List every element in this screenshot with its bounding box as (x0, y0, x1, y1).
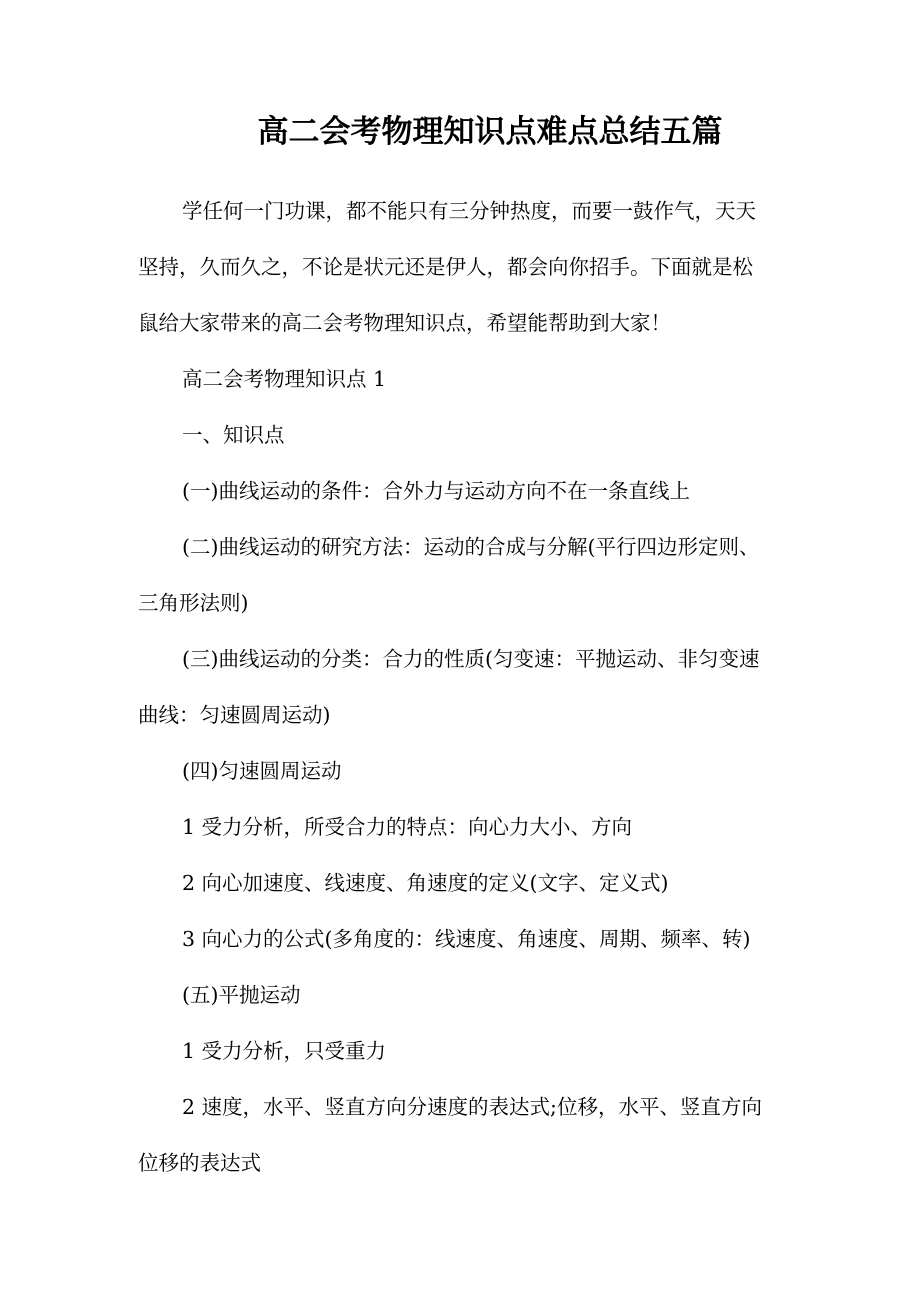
subsection-heading: 一、知识点 (182, 423, 285, 447)
point-5-item-2-line-1: 2 速度，水平、竖直方向分速度的表达式;位移，水平、竖直方向 (182, 1095, 762, 1119)
point-2-line-1: (二)曲线运动的研究方法：运动的合成与分解(平行四边形定则、 (182, 535, 760, 559)
document-title: 高二会考物理知识点难点总结五篇 (257, 114, 723, 150)
point-2-line-2: 三角形法则) (138, 591, 249, 615)
point-5-heading: (五)平抛运动 (182, 983, 301, 1007)
point-4-heading: (四)匀速圆周运动 (182, 759, 342, 783)
section-heading: 高二会考物理知识点 1 (182, 367, 387, 391)
intro-line-3: 鼠给大家带来的高二会考物理知识点，希望能帮助到大家！ (138, 311, 671, 335)
point-5-item-2-line-2: 位移的表达式 (138, 1151, 261, 1175)
intro-line-1: 学任何一门功课，都不能只有三分钟热度，而要一鼓作气，天天 (182, 199, 756, 223)
point-5-item-1: 1 受力分析，只受重力 (182, 1039, 387, 1063)
point-1: (一)曲线运动的条件：合外力与运动方向不在一条直线上 (182, 479, 690, 503)
point-3-line-1: (三)曲线运动的分类：合力的性质(匀变速：平抛运动、非匀变速 (182, 647, 760, 671)
point-4-item-3: 3 向心力的公式(多角度的：线速度、角速度、周期、频率、转) (182, 927, 751, 951)
point-4-item-1: 1 受力分析，所受合力的特点：向心力大小、方向 (182, 815, 633, 839)
intro-line-2: 坚持，久而久之，不论是状元还是伊人，都会向你招手。下面就是松 (138, 255, 753, 279)
point-4-item-2: 2 向心加速度、线速度、角速度的定义(文字、定义式) (182, 871, 669, 895)
point-3-line-2: 曲线：匀速圆周运动) (138, 703, 331, 727)
